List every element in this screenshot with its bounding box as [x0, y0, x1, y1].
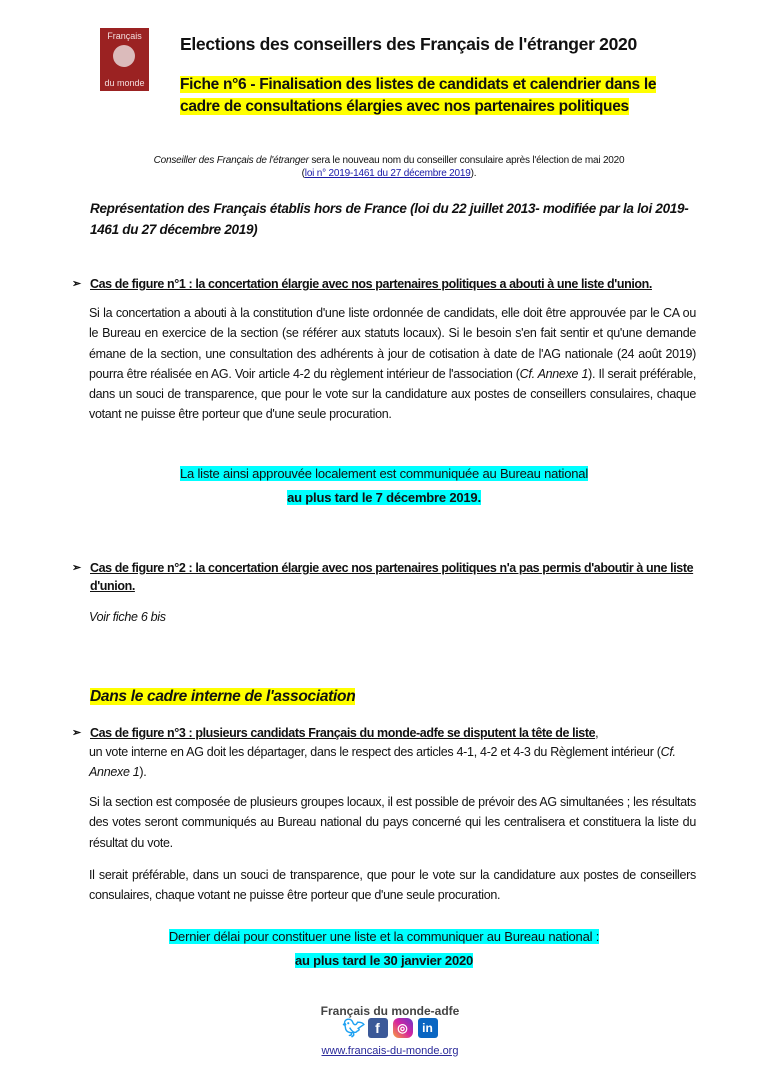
section-heading-text: Dans le cadre interne de l'association: [90, 688, 356, 705]
twitter-icon[interactable]: 🐦︎: [342, 1018, 366, 1038]
case1-heading-text: Cas de figure n°1 : la concertation élargie avec nos partenaires politiques a abouti à une liste d'union.: [90, 277, 652, 291]
case3-paragraph2: Si la section est composée de plusieurs groupes locaux, il est possible de prévoir des AG simultanées ; les résultats des votes seront communiqués au Bureau national du pays concerné qui les centralisera et constituera la liste du résultat du vote.: [89, 795, 696, 850]
arrow-bullet-icon: ➢: [72, 278, 81, 290]
case2-note: Voir fiche 6 bis: [89, 610, 166, 624]
case1-deadline: [60, 462, 708, 510]
footer-org-name: Français du monde-adfe: [320, 1004, 460, 1018]
globe-icon: [113, 45, 135, 67]
arrow-bullet-icon: ➢: [72, 562, 81, 574]
text: ,: [595, 726, 599, 740]
fiche-title-line2: cadre de consultations élargies avec nos partenaires politiques: [180, 98, 629, 115]
logo-text-top: Français: [107, 31, 142, 41]
case1-paragraph: [89, 303, 696, 425]
case3-paragraph3: Il serait préférable, dans un souci de transparence, que pour le vote sur la candidature aux postes de conseillers consulaires, chaque votant ne puisse être porteur que d'une seule procuration.: [89, 868, 696, 903]
logo: [100, 28, 149, 91]
social-icons: [270, 1018, 510, 1038]
website-link[interactable]: www.francais-du-monde.org: [321, 1045, 459, 1057]
case2-heading: [72, 559, 702, 595]
law-link[interactable]: loi n° 2019-1461 du 27 décembre 2019: [304, 168, 471, 179]
case3-heading: [72, 724, 702, 742]
instagram-icon[interactable]: ◎: [393, 1018, 413, 1038]
deadline-line2: au plus tard le 30 janvier 2020: [294, 953, 474, 968]
case3-paragraph1: [89, 742, 696, 783]
facebook-icon[interactable]: f: [368, 1018, 388, 1038]
deadline-line1: La liste ainsi approuvée localement est communiquée au Bureau national: [179, 466, 589, 481]
paren: ).: [470, 168, 477, 179]
representation-heading: Représentation des Français établis hors de France (loi du 22 juillet 2013- modifiée par la loi 2019-1461 du 27 décembre 2019): [90, 201, 689, 237]
subtitle-note: [80, 154, 698, 180]
annex-ref: Cf. Annexe 1: [519, 366, 589, 381]
deadline-line2: au plus tard le 7 décembre 2019.: [287, 490, 481, 505]
deadline-line1: Dernier délai pour constituer une liste et la communiquer au Bureau national :: [168, 929, 600, 944]
footer-url: [270, 1045, 510, 1057]
paren: (: [301, 168, 305, 179]
case3-heading-text: Cas de figure n°3 : plusieurs candidats Français du monde-adfe se disputent la tête de liste: [90, 726, 596, 740]
arrow-bullet-icon: ➢: [72, 727, 81, 739]
subtitle-text: sera le nouveau nom du conseiller consulaire après l'élection de mai 2020: [308, 155, 625, 166]
logo-text-bottom: du monde: [104, 78, 145, 88]
text: Si la concertation a abouti à la constitution d'une liste ordonnée de candidats, elle doit être approuvée par le CA ou le Bureau en exercice de la section (se référer aux statuts locaux). Si le besoin s'en fait sentir et qu'une demande émane de la section, une consultation des adhérents à jour de cotisation à date de l'AG nationale (24 août 2019) pourra être réalisée en AG. Voir article 4-2 du règlement intérieur de l'association (: [89, 306, 696, 381]
page-title: Elections des conseillers des Français de l'étranger 2020: [180, 34, 637, 54]
text: un vote interne en AG doit les départager, dans le respect des articles 4-1, 4-2 et 4-3 du Règlement intérieur (: [89, 745, 661, 759]
linkedin-icon[interactable]: in: [418, 1018, 438, 1038]
case2-heading-text: Cas de figure n°2 : la concertation élargie avec nos partenaires politiques n'a pas permis d'aboutir à une liste d'union.: [90, 561, 694, 593]
case3-deadline: [60, 925, 708, 973]
fiche-title: [180, 74, 656, 118]
fiche-title-line1: Fiche n°6 - Finalisation des listes de candidats et calendrier dans le: [180, 76, 657, 93]
text: ).: [139, 765, 147, 780]
case1-heading: [72, 275, 702, 293]
subtitle-italic: Conseiller des Français de l'étranger: [153, 155, 309, 166]
annex-ref: Cf. Annexe 1: [89, 745, 676, 780]
text: ). Il serait préférable, dans un souci de transparence, que pour le vote sur la candidature aux postes de conseillers consulaires, chaque votant ne puisse être porteur que d'une seule procuration.: [89, 366, 696, 422]
section-heading: [90, 688, 355, 706]
